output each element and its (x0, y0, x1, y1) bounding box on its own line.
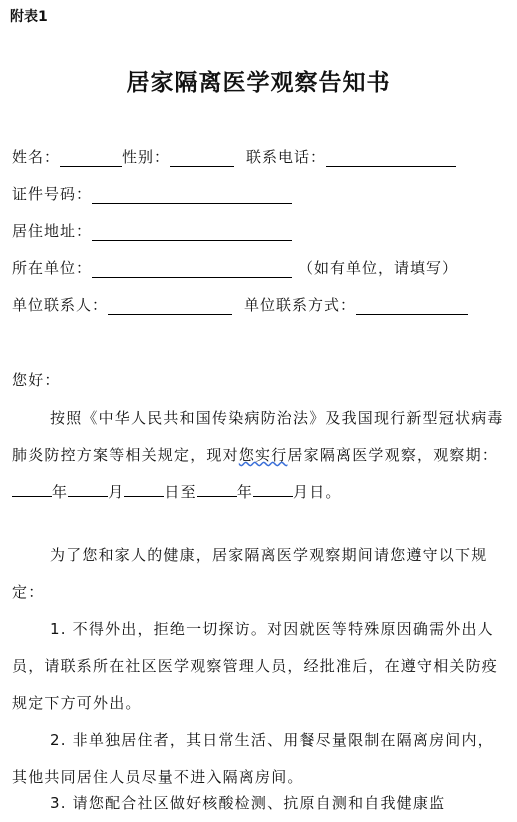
gender-label: 性别： (122, 148, 171, 166)
rule-3: 3. 请您配合社区做好核酸检测、抗原自测和自我健康监 (50, 794, 446, 812)
form-row-id (12, 182, 292, 204)
address-field[interactable] (92, 222, 292, 241)
end-month-field[interactable] (253, 480, 293, 497)
paragraph-1-text-a: 按照《中华人民共和国传染病防治法》及我国现行新型冠状病毒肺炎防控方案等相关规定，现对 (12, 409, 504, 464)
form-row-address (12, 219, 292, 241)
unit-note: （如有单位，请填写） (298, 259, 459, 277)
paragraph-1-text-b: 居家隔离医学观察，观察期： (287, 446, 499, 464)
start-year-field[interactable] (12, 480, 52, 497)
end-year-field[interactable] (197, 480, 237, 497)
name-label: 姓名： (12, 148, 61, 166)
unit-contact-label: 单位联系人： (12, 296, 109, 314)
phone-field[interactable] (326, 148, 456, 167)
paragraph-2: 为了您和家人的健康，居家隔离医学观察期间请您遵守以下规定： (12, 546, 488, 601)
form-row-personal (12, 145, 456, 167)
end-day-label: 日。 (309, 483, 342, 501)
paragraph-1-underlined: 您实行 (238, 446, 288, 464)
form-row-unit-contact (12, 293, 468, 315)
phone-label: 联系电话： (246, 148, 327, 166)
start-month-label: 月 (108, 483, 125, 501)
start-day-field[interactable] (124, 480, 164, 497)
unit-contact-method-field[interactable] (356, 296, 468, 315)
end-month-label: 月 (293, 483, 310, 501)
address-label: 居住地址： (12, 222, 93, 240)
gender-field[interactable] (170, 148, 234, 167)
unit-contact-field[interactable] (108, 296, 232, 315)
id-number-label: 证件号码： (12, 185, 93, 203)
document-title: 居家隔离医学观察告知书 (126, 69, 391, 96)
name-field[interactable] (60, 148, 122, 167)
id-number-field[interactable] (92, 185, 292, 204)
start-month-field[interactable] (68, 480, 108, 497)
unit-field[interactable] (92, 259, 292, 278)
unit-label: 所在单位： (12, 259, 93, 277)
unit-contact-method-label: 单位联系方式： (244, 296, 357, 314)
paragraph-1 (12, 400, 508, 511)
form-row-unit (12, 256, 458, 278)
greeting: 您好： (12, 371, 61, 389)
end-year-label: 年 (236, 483, 254, 501)
day-to-label: 日至 (164, 483, 197, 501)
start-year-label: 年 (52, 483, 69, 501)
rule-2: 2. 非单独居住者，其日常生活、用餐尽量限制在隔离房间内，其他共同居住人员尽量不进入隔离房间。 (12, 731, 494, 786)
appendix-label: 附表1 (10, 9, 48, 25)
rule-1: 1. 不得外出，拒绝一切探访。对因就医等特殊原因确需外出人员，请联系所在社区医学观察管理人员，经批准后，在遵守相关防疫规定下方可外出。 (12, 620, 499, 712)
